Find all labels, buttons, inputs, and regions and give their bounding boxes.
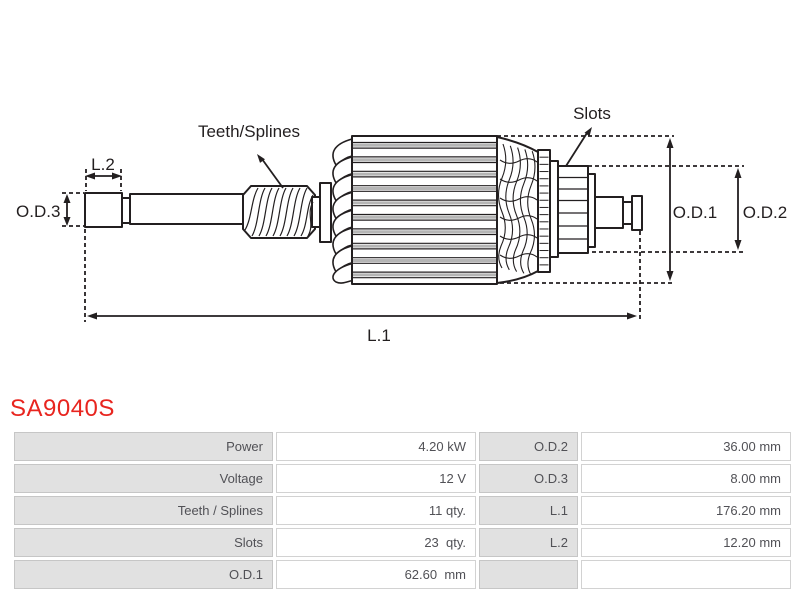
spec-label-cell: Teeth / Splines <box>14 496 273 525</box>
tip-shaft <box>595 197 623 228</box>
spec-value-cell <box>581 560 791 589</box>
spec-value-cell: 36.00 mm <box>581 432 791 461</box>
slots-label: Slots <box>573 104 611 123</box>
table-row <box>14 464 791 493</box>
commutator-step <box>550 161 558 257</box>
spec-label-cell: O.D.1 <box>14 560 273 589</box>
od3-arrowhead-bottom <box>64 217 71 226</box>
table-row <box>14 528 791 557</box>
spec-label-cell: L.1 <box>479 496 578 525</box>
spec-label-cell: Power <box>14 432 273 461</box>
spec-label-cell <box>479 560 578 589</box>
shaft-neck <box>122 198 130 223</box>
spec-value-cell: 12 V <box>276 464 476 493</box>
winding-fan <box>333 139 352 283</box>
spec-value-cell: 12.20 mm <box>581 528 791 557</box>
table-row <box>14 432 791 461</box>
tip-cap <box>632 196 642 230</box>
spec-value-cell: 176.20 mm <box>581 496 791 525</box>
l1-arrowhead-right <box>627 313 637 320</box>
spec-value-cell: 8.00 mm <box>581 464 791 493</box>
spec-label-cell: O.D.3 <box>479 464 578 493</box>
spec-value-cell: 11 qty. <box>276 496 476 525</box>
main-shaft <box>130 194 244 224</box>
od3-label: O.D.3 <box>16 202 61 221</box>
commutator-ring <box>588 174 595 247</box>
table-row <box>14 560 791 589</box>
tip-collar <box>623 202 632 224</box>
shaft-end-block <box>85 193 122 227</box>
od2-label: O.D.2 <box>742 203 788 222</box>
commutator-riser <box>538 150 550 272</box>
od3-arrowhead-top <box>64 194 71 203</box>
od1-arrowhead-bottom <box>667 271 674 281</box>
l2-label: L.2 <box>91 155 115 174</box>
l1-label: L.1 <box>367 326 391 345</box>
spec-table <box>11 429 794 592</box>
od2-arrowhead-bottom <box>735 240 742 250</box>
spec-label-cell: L.2 <box>479 528 578 557</box>
product-code: SA9040S <box>10 395 115 422</box>
od1-arrowhead-top <box>667 138 674 148</box>
spec-label-cell: O.D.2 <box>479 432 578 461</box>
commutator-body <box>558 166 588 253</box>
spec-label-cell: Slots <box>14 528 273 557</box>
l1-arrowhead-left <box>87 313 97 320</box>
spec-value-cell: 23 qty. <box>276 528 476 557</box>
table-row <box>14 496 791 525</box>
od1-label: O.D.1 <box>672 203 718 222</box>
spec-label-cell: Voltage <box>14 464 273 493</box>
teeth-splines-label: Teeth/Splines <box>197 122 301 141</box>
spec-value-cell: 4.20 kW <box>276 432 476 461</box>
spec-value-cell: 62.60 mm <box>276 560 476 589</box>
od2-arrowhead-top <box>735 168 742 178</box>
winding-flange <box>320 183 331 242</box>
